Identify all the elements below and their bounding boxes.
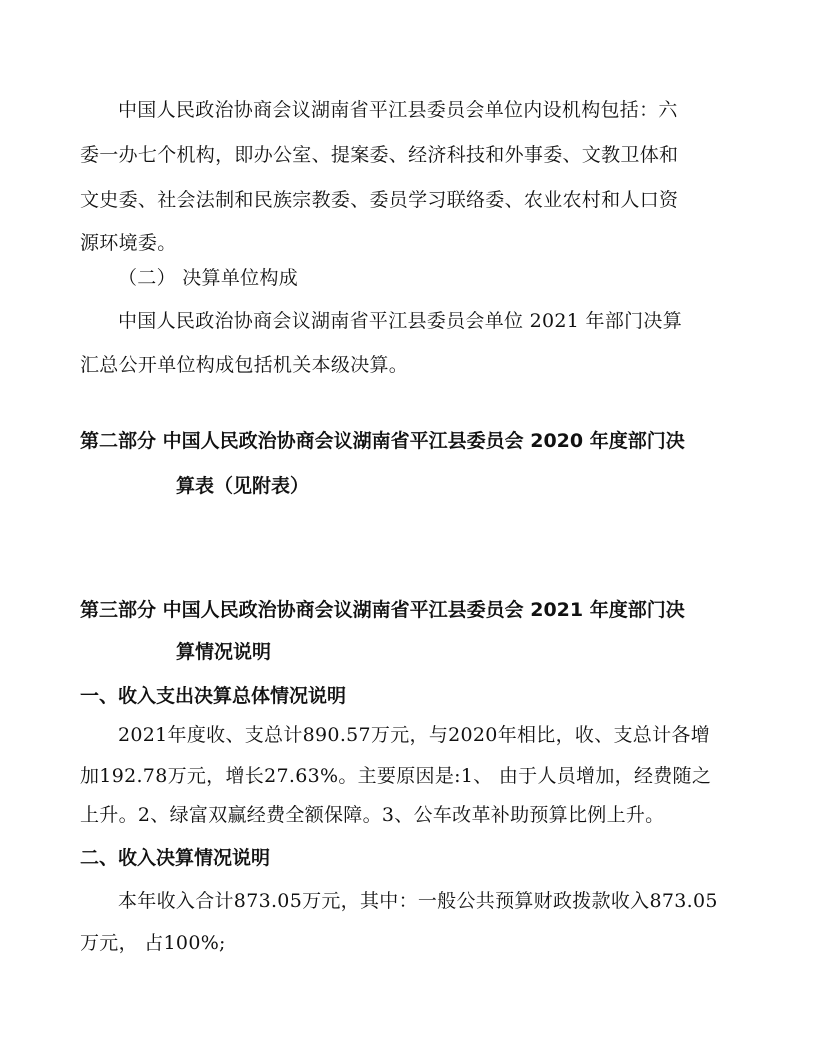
part3-title-line-1: 第三部分 中国人民政治协商会议湖南省平江县委员会 2021 年度部门决 (80, 599, 685, 621)
income-text-line-1: 本年收入合计873.05万元，其中：一般公共预算财政拨款收入873.05 (118, 890, 718, 912)
intro-paragraph-line-4: 源环境委。 (80, 232, 177, 254)
part2-title-line-1: 第二部分 中国人民政治协商会议湖南省平江县委员会 2020 年度部门决 (80, 430, 685, 452)
income-expense-section-title: 一、收入支出决算总体情况说明 (80, 685, 347, 707)
income-expense-text-line-1: 2021年度收、支总计890.57万元，与2020年相比，收、支总计各增 (118, 724, 710, 746)
income-expense-text-line-3: 上升。2、绿富双赢经费全额保障。3、公车改革补助预算比例上升。 (80, 804, 665, 826)
intro-paragraph-line-3: 文史委、社会法制和民族宗教委、委员学习联络委、农业农村和人口资 (80, 189, 679, 211)
intro-paragraph-line-2: 委一办七个机构，即办公室、提案委、经济科技和外事委、文教卫体和 (80, 144, 679, 166)
intro-paragraph-line-1: 中国人民政治协商会议湖南省平江县委员会单位内设机构包括：六 (118, 99, 678, 121)
budget-unit-subtitle: （二） 决算单位构成 (118, 267, 299, 289)
part3-title-line-2: 算情况说明 (176, 641, 272, 663)
budget-unit-paragraph-line-2: 汇总公开单位构成包括机关本级决算。 (80, 354, 409, 376)
part2-title-line-2: 算表（见附表） (176, 475, 310, 497)
income-text-line-2: 万元， 占100%; (80, 932, 226, 954)
income-expense-text-line-2: 加192.78万元，增长27.63%。主要原因是:1、 由于人员增加，经费随之 (80, 765, 712, 787)
income-section-title: 二、收入决算情况说明 (80, 847, 271, 869)
budget-unit-paragraph-line-1: 中国人民政治协商会议湖南省平江县委员会单位 2021 年部门决算 (118, 310, 683, 332)
